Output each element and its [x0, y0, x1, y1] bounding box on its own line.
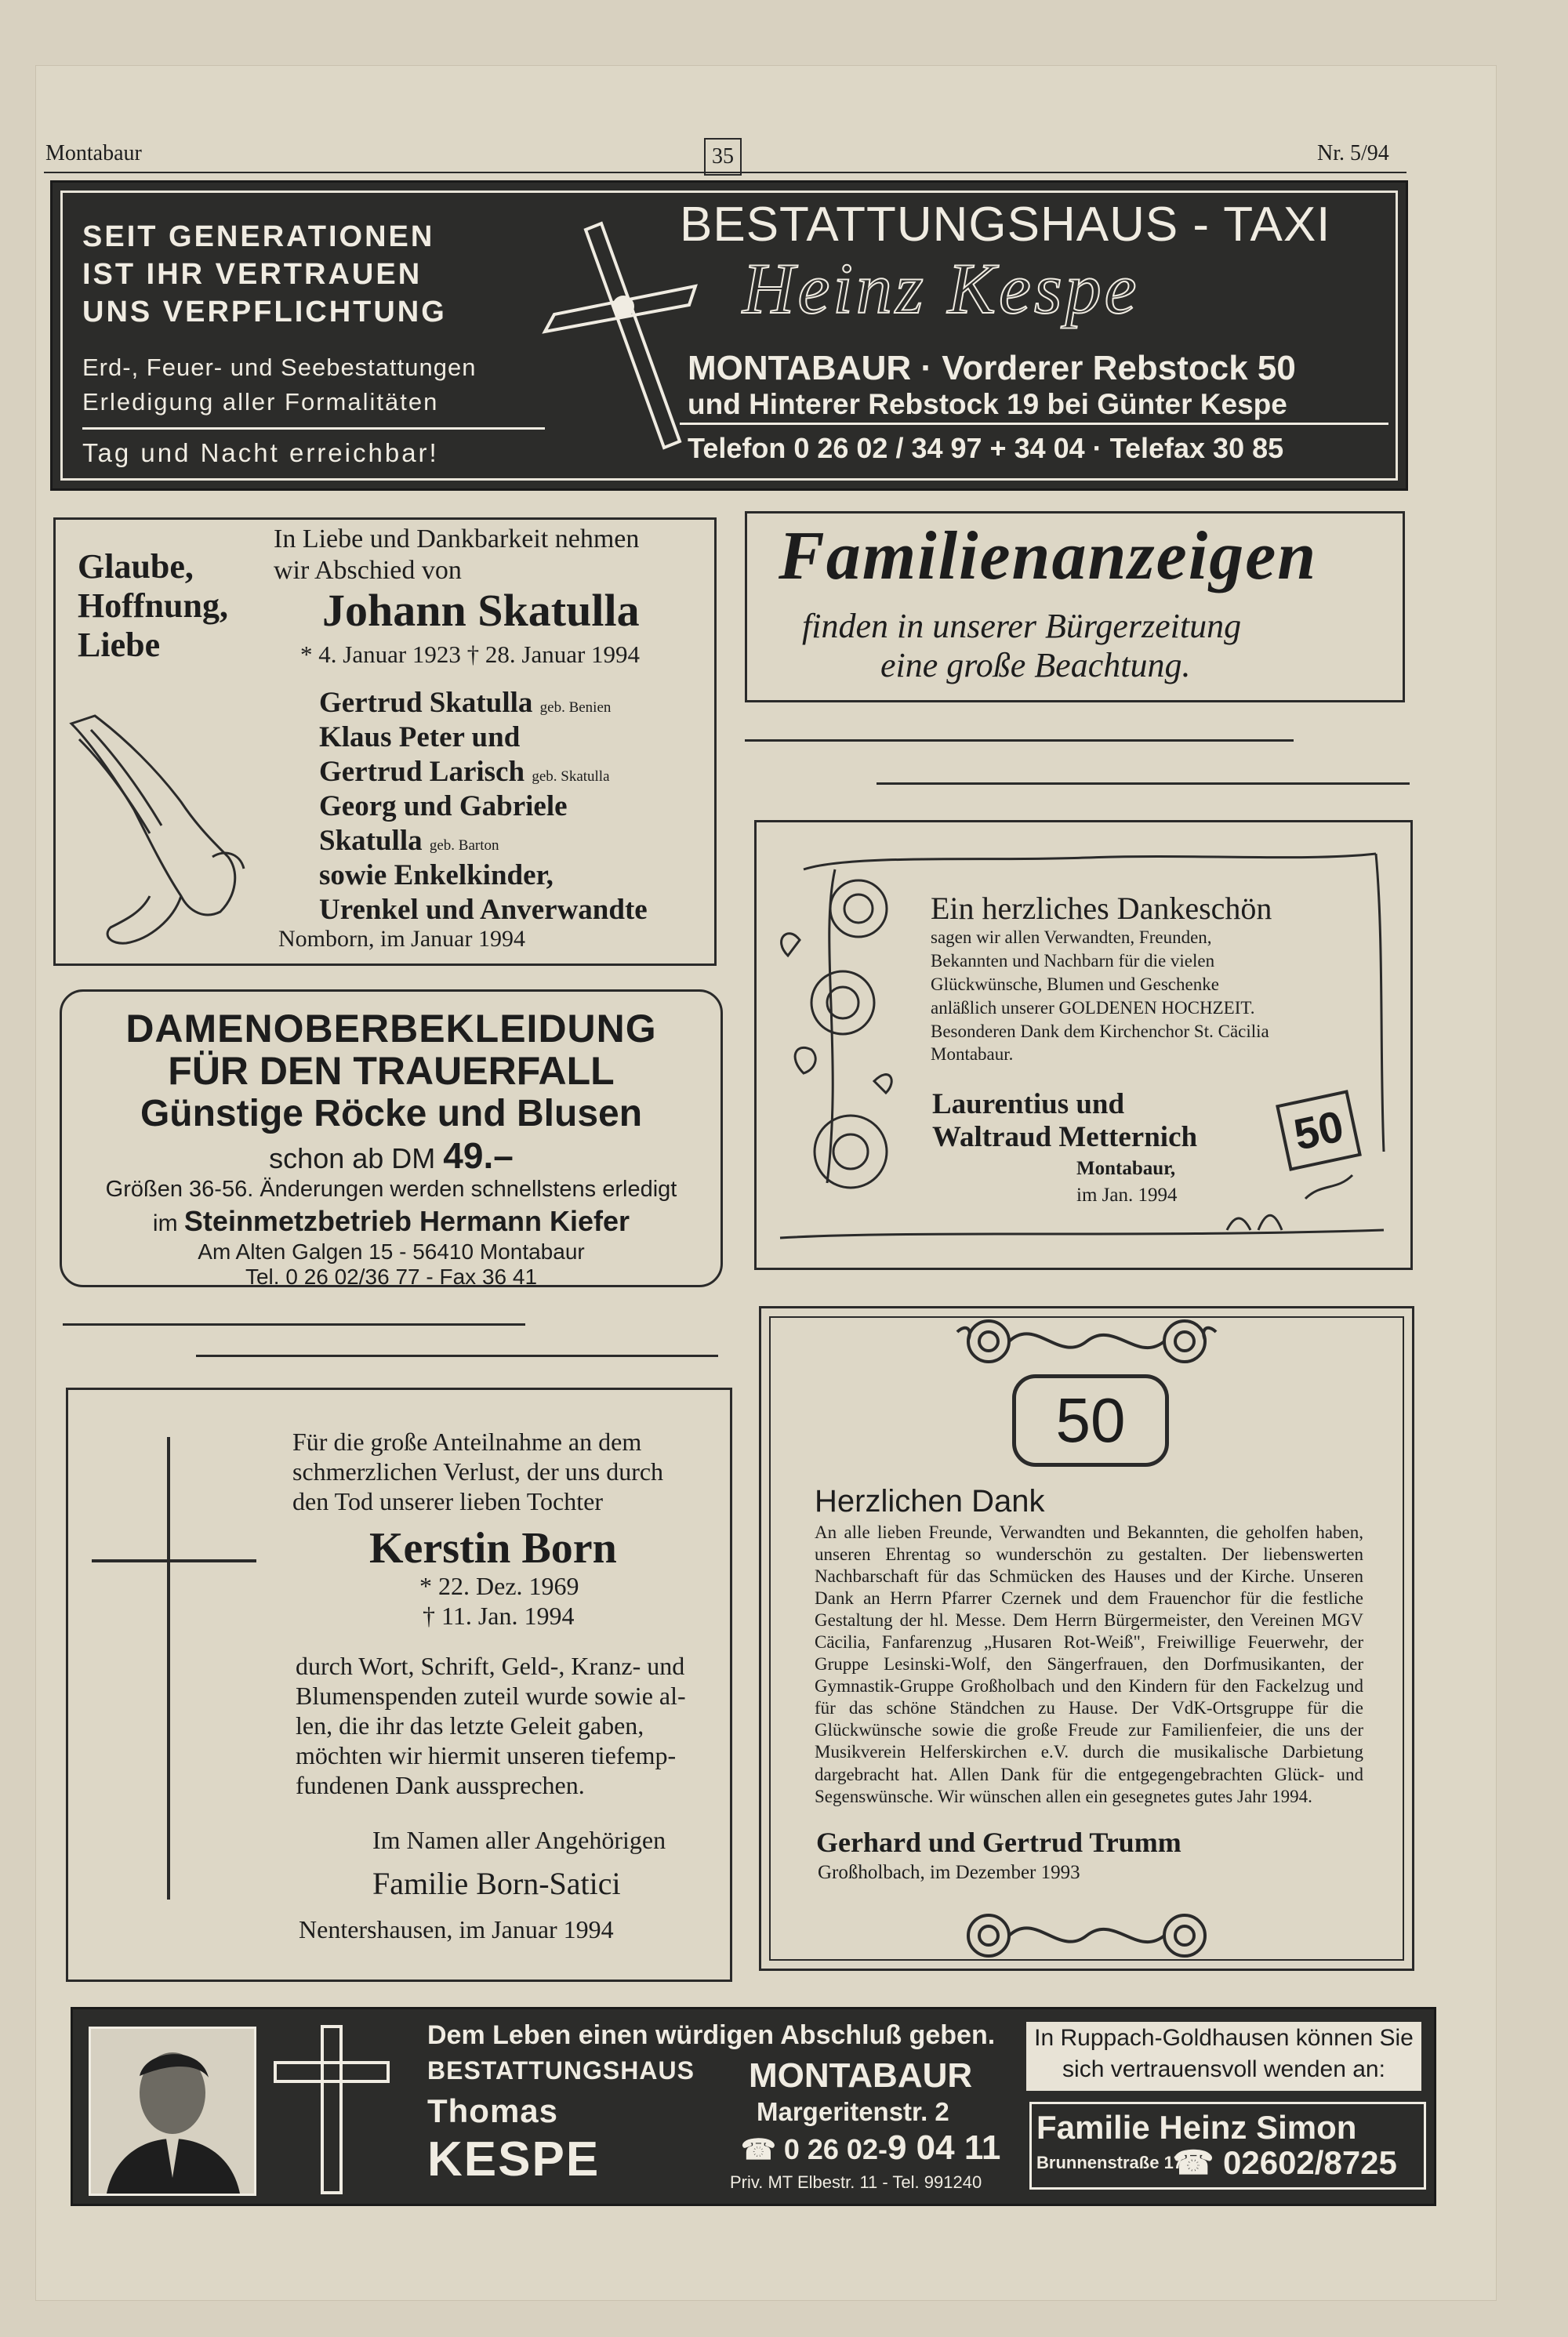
- bottom-last-name: KESPE: [427, 2132, 601, 2186]
- simon-phone-line: ☎ 02602/8725: [1173, 2144, 1397, 2181]
- bottom-phone: 9 04 11: [887, 2128, 1001, 2167]
- simon-name: Familie Heinz Simon: [1036, 2109, 1357, 2146]
- page-number: 35: [704, 138, 742, 176]
- mourner-5: Skatulla geb. Barton: [319, 825, 499, 857]
- kespe-funeral-banner: [50, 180, 1408, 491]
- banner-slogan-2: IST IHR VERTRAUEN: [82, 258, 423, 291]
- born-intro-3: den Tod unserer lieben Tochter: [292, 1487, 603, 1515]
- cross-vertical: [167, 1437, 170, 1900]
- cross-icon: [274, 2025, 391, 2190]
- motto-faith: Glaube,: [78, 547, 194, 586]
- familienanzeigen-ad: [745, 511, 1405, 702]
- bottom-house: BESTATTUNGSHAUS: [427, 2056, 695, 2085]
- familienanzeigen-title: Familienanzeigen: [779, 518, 1318, 594]
- kiefer-line-3: Günstige Röcke und Blusen: [140, 1093, 643, 1134]
- simon-note-2: sich vertrauensvoll wenden an:: [1062, 2056, 1385, 2082]
- born-family: Familie Born-Satici: [372, 1866, 621, 1901]
- born-thanks: [66, 1388, 732, 1982]
- familienanzeigen-line-1: finden in unserer Bürgerzeitung: [802, 607, 1242, 645]
- kiefer-phone: Tel. 0 26 02/36 77 - Fax 36 41: [245, 1265, 538, 1289]
- born-name: Kerstin Born: [369, 1524, 617, 1573]
- banner-address-2: und Hinterer Rebstock 19 bei Günter Kespe: [688, 388, 1287, 420]
- header-rule: [44, 172, 1406, 173]
- issue-number: Nr. 5/94: [1317, 141, 1389, 165]
- kiefer-line-5: Größen 36-56. Änderungen werden schnellstens erledigt: [105, 1177, 677, 1202]
- born-birth: * 22. Dez. 1969: [419, 1572, 579, 1600]
- separator-rule: [196, 1355, 718, 1357]
- kiefer-address: Am Alten Galgen 15 - 56410 Montabaur: [198, 1239, 585, 1264]
- born-death: † 11. Jan. 1994: [423, 1602, 575, 1630]
- simon-note-1: In Ruppach-Goldhausen können Sie: [1034, 2025, 1414, 2051]
- metternich-place: Montabaur,: [1076, 1158, 1176, 1179]
- header-location: Montabaur: [45, 141, 142, 165]
- bottom-first-name: Thomas: [427, 2092, 559, 2129]
- metternich-names-1: Laurentius und: [932, 1088, 1125, 1120]
- metternich-names-2: Waltraud Metternich: [932, 1121, 1198, 1153]
- bottom-slogan: Dem Leben einen würdigen Abschluß geben.: [427, 2020, 996, 2050]
- simon-note-box: [1026, 2022, 1421, 2091]
- trumm-place: Großholbach, im Dezember 1993: [818, 1862, 1080, 1883]
- banner-address-1: MONTABAUR · Vorderer Rebstock 50: [688, 349, 1296, 387]
- kiefer-price-line: schon ab DM 49.–: [269, 1135, 514, 1176]
- banner-title: BESTATTUNGSHAUS - TAXI: [680, 198, 1331, 252]
- kiefer-clothing-ad: [60, 989, 723, 1287]
- born-place: Nentershausen, im Januar 1994: [299, 1915, 614, 1943]
- trumm-anniversary-badge: 50: [1012, 1374, 1169, 1467]
- mourner-2: Klaus Peter und: [319, 721, 521, 753]
- mourner-1: Gertrud Skatulla geb. Benien: [319, 687, 612, 719]
- skatulla-intro-1: In Liebe und Dankbarkeit nehmen: [274, 524, 640, 553]
- deceased-dates: * 4. Januar 1923 † 28. Januar 1994: [300, 640, 641, 668]
- born-body-5: fundenen Dank aussprechen.: [296, 1771, 585, 1799]
- born-intro-2: schmerzlichen Verlust, der uns durch: [292, 1457, 664, 1486]
- born-body-2: Blumenspenden zuteil wurde sowie al-: [296, 1682, 686, 1710]
- skatulla-obituary: [53, 517, 717, 966]
- mourner-4: Georg und Gabriele: [319, 790, 568, 822]
- banner-divider: [82, 427, 545, 430]
- familienanzeigen-line-2: eine große Beachtung.: [880, 646, 1191, 684]
- thomas-kespe-ad: [71, 2007, 1436, 2206]
- skatulla-intro-2: wir Abschied von: [274, 556, 462, 585]
- kiefer-line-1: DAMENOBERBEKLEIDUNG: [125, 1007, 657, 1051]
- banner-service-2: Erledigung aller Formalitäten: [82, 388, 439, 416]
- kiefer-price: 49.–: [443, 1135, 514, 1176]
- motto-love: Liebe: [78, 626, 161, 664]
- trumm-body: An alle lieben Freunde, Verwandten und Bekannten, die geholfen haben, unseren Ehrentag so wunderschön zu gestalten. Der liebenswerten Nachbarschaft für das Schmücken des Hauses und der Kirche. Unseren Dank an Herrn Pfarrer Czernek und dem Frauenchor für die festliche Gestaltung der hl. Messe. Dem Herrn Bürgermeister, den Vereinen MGV Cäcilia, Fanfarenzug „Husaren Rot-Weiß", Freiwillige Feuerwehr, der Gruppe Lesinski-Wolf, den Sängerfrauen, den Dorfmusikanten, der Gymnastik-Gruppe Großholbach und den Kindern für den Fackelzug und für das schöne Ständchen zu Hause. Der VdK-Ortsgruppe für die Glückwünsche sowie die große Freude zur Familienfeier, die uns der Musikverein Helferskirchen e.V. durch die musikalische Darbietung dargebracht hat. Allen Dank für die entgegengebrachten Glück- und Segenswünsche. Wir wünschen allen ein gesegnetes gutes Jahr 1994.: [815, 1522, 1363, 1806]
- ornament-top-icon: [949, 1308, 1224, 1371]
- banner-name: Heinz Kespe: [742, 249, 1140, 328]
- anniversary-badge: 50: [1276, 1090, 1362, 1171]
- trumm-heading: Herzlichen Dank: [815, 1484, 1045, 1519]
- born-body-3: len, die ihr das letzte Geleit gaben,: [296, 1711, 644, 1740]
- born-body-1: durch Wort, Schrift, Geld-, Kranz- und: [296, 1652, 685, 1680]
- telephone-icon: ☎: [1173, 2144, 1214, 2181]
- person-portrait-icon: [91, 2029, 254, 2194]
- bottom-phone-line: ☎ 0 26 02-9 04 11: [741, 2128, 1001, 2167]
- mourner-7: Urenkel und Anverwandte: [319, 894, 648, 926]
- portrait-photo: [89, 2027, 256, 2196]
- born-intro-1: Für die große Anteilnahme an dem: [292, 1428, 642, 1456]
- trumm-names: Gerhard und Gertrud Trumm: [816, 1827, 1181, 1858]
- bottom-private: Priv. MT Elbestr. 11 - Tel. 991240: [730, 2172, 982, 2192]
- banner-phone: Telefon 0 26 02 / 34 97 + 34 04 · Telefax 30 85: [688, 432, 1284, 464]
- born-body-4: möchten wir hiermit unseren tiefemp-: [296, 1741, 677, 1769]
- metternich-body: sagen wir allen Verwandten, Freunden, Bekannten und Nachbarn für die vielen Glückwünsche, Blumen und Geschenke anläßlich unserer GOLDENEN HOCHZEIT. Besonderen Dank dem Kirchenchor St. Cäcilia Montabaur.: [931, 927, 1269, 1065]
- skatulla-place: Nomborn, im Januar 1994: [278, 926, 525, 952]
- separator-rule: [63, 1323, 525, 1326]
- metternich-heading: Ein herzliches Dankeschön: [931, 891, 1272, 926]
- banner-service-1: Erd-, Feuer- und Seebestattungen: [82, 354, 477, 381]
- separator-rule: [745, 739, 1294, 742]
- motto-hope: Hoffnung,: [78, 586, 228, 625]
- metternich-date: im Jan. 1994: [1076, 1185, 1178, 1206]
- mourner-6: sowie Enkelkinder,: [319, 859, 554, 891]
- separator-rule: [877, 782, 1410, 785]
- banner-slogan-3: UNS VERPFLICHTUNG: [82, 296, 447, 328]
- born-on-behalf: Im Namen aller Angehörigen: [372, 1826, 666, 1854]
- ornament-bottom-icon: [949, 1906, 1224, 1969]
- banner-availability: Tag und Nacht erreichbar!: [82, 438, 439, 467]
- telephone-icon: ☎: [741, 2133, 776, 2165]
- bottom-street: Margeritenstr. 2: [757, 2097, 949, 2126]
- banner-slogan-1: SEIT GENERATIONEN: [82, 220, 435, 253]
- metternich-thanks: [754, 820, 1413, 1270]
- banner-divider-right: [680, 423, 1388, 425]
- kiefer-line-2: FÜR DEN TRAUERFALL: [168, 1049, 615, 1093]
- simon-street: Brunnenstraße 17: [1036, 2153, 1184, 2172]
- praying-hands-icon: [56, 708, 252, 951]
- trumm-thanks: [759, 1306, 1414, 1971]
- simon-contact-box: [1029, 2102, 1426, 2190]
- bottom-city: MONTABAUR: [749, 2056, 973, 2095]
- mourner-3: Gertrud Larisch geb. Skatulla: [319, 756, 610, 788]
- kiefer-line-6: im Steinmetzbetrieb Hermann Kiefer: [152, 1205, 630, 1237]
- cross-horizontal: [92, 1559, 256, 1562]
- deceased-name: Johann Skatulla: [322, 585, 640, 636]
